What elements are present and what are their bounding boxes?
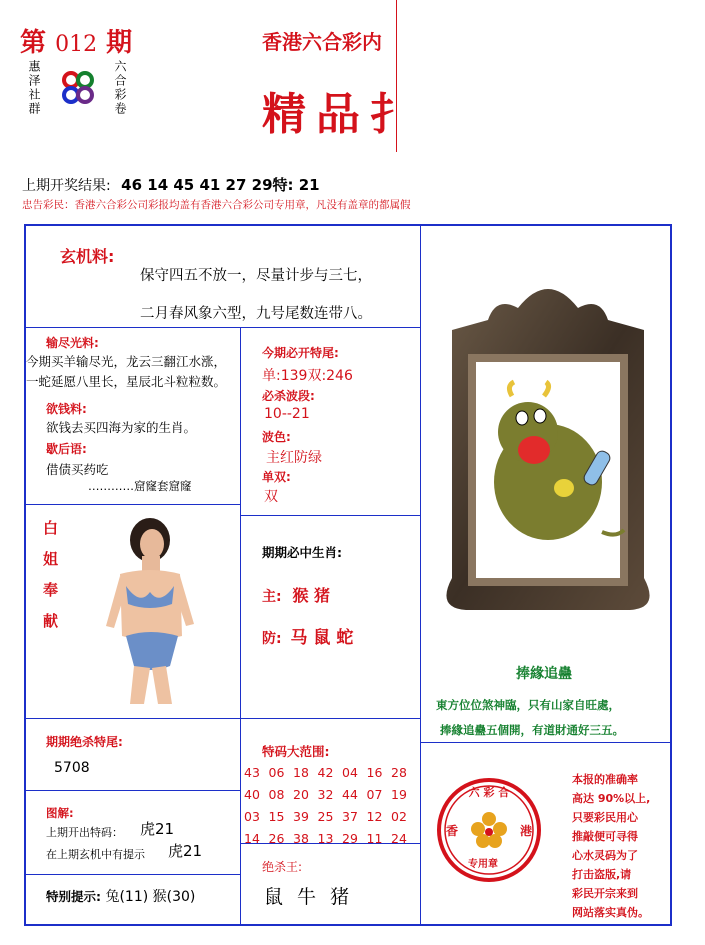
range-number: 19 [391, 787, 407, 802]
seal-top-text: 六 彩 合 [468, 786, 510, 799]
range-number: 24 [391, 831, 407, 846]
tuxie-label: 图解: [46, 806, 74, 820]
issue-suffix: 期 [106, 28, 133, 58]
xuanji-label: 玄机料: [60, 247, 115, 266]
bose-value: 主红防绿 [266, 450, 322, 466]
range-number: 11 [366, 831, 383, 846]
danshuang-label: 单双: [262, 470, 291, 484]
range-number: 04 [342, 765, 358, 780]
range-number: 15 [268, 809, 285, 824]
results-label: 上期开奖结果: [22, 178, 111, 194]
yuqian-text: 欲钱去买四海为家的生肖。 [46, 420, 197, 435]
accuracy-block [572, 770, 650, 922]
range-number: 37 [342, 809, 358, 824]
range-number: 28 [391, 765, 407, 780]
range-number: 07 [366, 787, 383, 802]
xiehou-answer: …………窟窿套窟窿 [88, 479, 192, 493]
bosha-label: 必杀波段: [262, 389, 315, 403]
range-number: 42 [317, 765, 334, 780]
notice-text: 忠告彩民：香港六合彩公司彩报均盖有香港六合彩公司专用章，凡没有盖章的都属假 [22, 199, 411, 211]
header-divider [396, 0, 397, 152]
accuracy-line: 彩民开宗来到 [572, 887, 638, 900]
range-number: 26 [268, 831, 285, 846]
jueshawang-label: 绝杀王: [262, 860, 303, 874]
ornate-frame [430, 278, 666, 614]
results-numbers: 46 14 45 41 27 29特: 21 [121, 176, 320, 194]
divider-mid [240, 327, 241, 926]
lottery-logo-icon [58, 68, 98, 108]
tuxie-row2-value: 虎21 [168, 842, 203, 860]
xiehou-label: 歇后语: [46, 442, 87, 456]
accuracy-line: 打击盗版,请 [572, 868, 632, 881]
shengxiao-main [262, 583, 330, 606]
tewei-label: 今期必开特尾: [262, 346, 339, 360]
range-number: 20 [293, 787, 309, 802]
jueshatewei-label: 期期绝杀特尾: [46, 735, 123, 749]
yuqian-label: 欲钱料: [46, 402, 87, 416]
photo-caption: 白姐奉献 [41, 520, 59, 644]
range-number: 12 [366, 809, 383, 824]
jueshawang-value: 鼠 牛 猪 [264, 886, 354, 908]
range-number: 14 [244, 831, 260, 846]
accuracy-line: 推敲便可寻得 [572, 830, 638, 843]
range-number: 18 [293, 765, 309, 780]
tuxie-row1-value: 虎21 [140, 820, 175, 838]
accuracy-line: 高达 90%以上, [572, 792, 651, 805]
divider-left-2 [24, 790, 240, 791]
seal-right-text: 港 [520, 824, 533, 838]
jueshatewei-value: 5708 [54, 760, 90, 776]
range-number: 13 [317, 831, 334, 846]
range-number: 06 [268, 765, 285, 780]
xiehou-text: 借债买药吃 [46, 462, 109, 477]
range-number: 44 [342, 787, 358, 802]
range-number: 25 [317, 809, 334, 824]
bose-label: 波色: [262, 430, 291, 444]
issue-prefix: 第 [20, 28, 47, 58]
range-number: 32 [317, 787, 334, 802]
shujin-label: 输尽光料: [46, 336, 99, 350]
danshuang-value: 双 [264, 489, 278, 505]
range-grid [244, 762, 416, 850]
right-vertical-text: 六合彩卷 [113, 60, 127, 116]
tebie-label: 特别提示: [46, 889, 101, 904]
shengxiao-fang [262, 623, 353, 648]
range-number: 02 [391, 809, 407, 824]
divider-left-3 [24, 874, 240, 875]
shujin-line2: 一蛇延愿八里长，星辰北斗粒粒数。 [26, 374, 227, 389]
divider-xuanji [24, 327, 420, 328]
big-title: 精品扌 [262, 89, 424, 140]
model-photo [100, 516, 200, 706]
frame-title: 捧緣追蠱 [516, 666, 572, 682]
range-number: 08 [268, 787, 285, 802]
range-number: 40 [244, 787, 260, 802]
seal-bottom-text: 专用章 [468, 859, 498, 870]
shujin-line1: 今期买羊输尽光，龙云三翻江水涨， [26, 354, 227, 369]
tebie-value: 兔(11) 猴(30) [105, 889, 196, 905]
accuracy-line: 本报的准确率 [572, 773, 638, 786]
range-number: 29 [342, 831, 358, 846]
divider-mid-1 [240, 515, 420, 516]
range-number: 38 [293, 831, 309, 846]
shengxiao-main-value: 猴 猪 [292, 586, 331, 605]
shengxiao-label: 期期必中生肖: [262, 545, 342, 560]
range-number: 39 [293, 809, 309, 824]
accuracy-line: 网站落实真伪。 [572, 906, 649, 919]
bosha-value: 10--21 [264, 406, 310, 422]
range-number: 43 [244, 765, 260, 780]
xuanji-line2: 二月春风象六型，九号尾数连带八。 [140, 306, 372, 322]
top-title: 香港六合彩内 [262, 30, 382, 54]
accuracy-line: 心水灵码为了 [572, 849, 638, 862]
tuxie-row2-label: 在上期玄机中有提示 [46, 848, 145, 861]
shengxiao-fang-label: 防: [262, 631, 282, 647]
accuracy-line: 只要彩民用心 [572, 811, 638, 824]
frame-line1: 東方位位煞神臨，只有山家自旺處， [436, 698, 620, 712]
tuxie-row1-label: 上期开出特码： [46, 826, 123, 839]
xuanji-line1: 保守四五不放一，尽量计步与三七， [140, 268, 372, 284]
range-number: 03 [244, 809, 260, 824]
left-vertical-text: 惠泽社群 [27, 60, 41, 116]
frame-line2: 捧緣追蠱五個開，有道財通好三五。 [440, 723, 624, 737]
issue-number: 012 [55, 32, 98, 57]
divider-right-1 [420, 742, 672, 743]
divider-right [420, 224, 421, 926]
range-number: 16 [366, 765, 383, 780]
tewei-value: 单:139双:246 [262, 368, 353, 384]
shengxiao-main-label: 主: [262, 589, 282, 605]
tebie-row [46, 886, 195, 906]
divider-bottom-1 [24, 718, 420, 719]
issue-label [20, 22, 132, 59]
seal-left-text: 香 [446, 824, 459, 838]
range-label: 特码大范围: [262, 744, 330, 759]
divider-left-1 [24, 504, 240, 505]
shengxiao-fang-value: 马 鼠 蛇 [290, 628, 354, 648]
results-row [22, 174, 320, 195]
